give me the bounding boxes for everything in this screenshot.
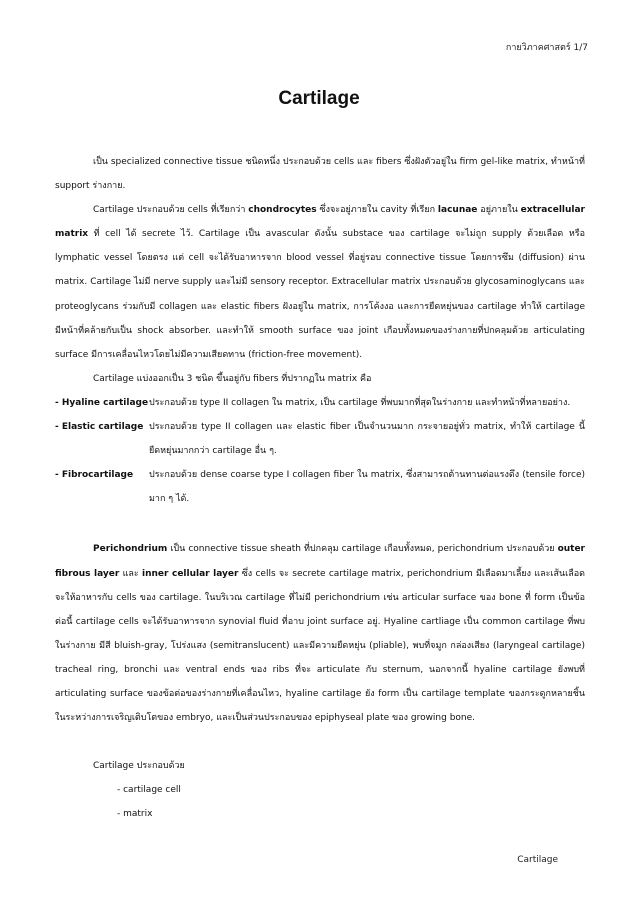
structure-paragraph: [55, 198, 585, 367]
term-lacunae: lacunae: [437, 205, 478, 216]
types-intro-paragraph: Cartilage แบ่งออกเป็น 3 ชนิด ขึ้นอยู่กับ fibers ที่ปรากฏใน matrix คือ: [93, 373, 372, 384]
perichondrium-paragraph: [55, 537, 585, 730]
type-row-hyaline: [55, 391, 585, 415]
text-run: และ: [119, 568, 143, 579]
text-run: ซึ่งจะอยู่ภายใน cavity ที่เรียก: [316, 205, 438, 216]
page-header-label: กายวิภาคศาสตร์ 1/7: [505, 43, 588, 53]
type-description: ประกอบด้วย type II collagen และ elastic fiber เป็นจำนวนมาก กระจายอยู่ทั่ว matrix, ทำให้ cartilage นี้ยืดหยุ่นมากกว่า cartilage อื่น ๆ.: [149, 422, 585, 457]
text-run: ซึ่ง cells จะ secrete cartilage matrix, perichondrium มีเลือดมาเลี้ยง และเส้นเลือดจะให้อาหารกับ cells ของ cartilage. ในบริเวณ cartilage ที่ไม่มี perichondrium เช่น articular surface ของ bone ที่ form เป็นข้อต่อนี้ cartilage cells จะได้รับอาหารจาก synovial fluid ที่อาบ joint surface อยู่. Hyaline cartliage เป็น common cartilage ที่พบในร่างกาย มีสี bluish-gray, โปร่งแสง (semitranslucent) และมีความยืดหยุ่น (pliable), พบที่จมูก กล่องเสียง (laryngeal cartilage) tracheal ring, bronchi และ ventral ends ของ ribs ที่จะ articulate กับ sternum, นอกจากนี้ hyaline cartilage ยังพบที่ articulating surface ของข้อต่อของร่างกายที่เคลื่อนไหว, hyaline cartilage ยัง form เป็น cartilage template ของกระดูกหลายชิ้นในระหว่างการเจริญเติบโตของ embryo, และเป็นส่วนประกอบของ epiphyseal plate ของ growing bone.: [55, 568, 585, 724]
text-run: เป็น connective tissue sheath ที่ปกคลุม cartilage เกือบทั้งหมด, perichondrium ประกอบด้วย: [167, 544, 558, 555]
type-term: - Elastic cartilage: [55, 422, 144, 433]
page-title: Cartilage: [278, 88, 360, 109]
text-run: Cartilage ประกอบด้วย cells ที่เรียกว่า: [93, 205, 249, 216]
type-term: - Fibrocartilage: [55, 470, 134, 481]
component-item: - matrix: [117, 809, 153, 820]
term-perichondrium: Perichondrium: [93, 544, 168, 555]
document-body: [55, 150, 585, 826]
term-chondrocytes: chondrocytes: [248, 205, 317, 216]
type-description: ประกอบด้วย dense coarse type I collagen fiber ใน matrix, ซึ่งสามารถต้านทานต่อแรงดึง (tensile force) มาก ๆ ได้.: [149, 470, 585, 505]
type-row-elastic: [55, 415, 585, 463]
text-run: ที่ cell ได้ secrete ไว้. Cartilage เป็น avascular ดังนั้น substace ของ cartilage จะไม่ถูก supply ด้วยเลือด หรือ lymphatic vessel โดยตรง แต่ cell จะได้รับอาหารจาก blood vessel ที่อยู่รอบ connective tissue โดยการซึม (diffusion) ผ่าน matrix. Cartilage ไม่มี nerve supply และไม่มี sensory receptor. Extracellular matrix ประกอบด้วย glycosaminoglycans และ proteoglycans ร่วมกับมี collagen และ elastic fibers ฝังอยู่ใน matrix, การโค้งงอ และการยืดหยุ่นของ cartilage ทำให้ cartilage มีหน้าที่คล้ายกับเป็น shock absorber. และทำให้ smooth surface ของ joint เกือบทั้งหมดของร่างกายที่ปกคลุมด้วย articulating surface มีการเคลื่อนไหวโดยไม่มีความเสียดทาน (friction-free movement).: [55, 229, 585, 360]
type-description: ประกอบด้วย type II collagen ใน matrix, เป็น cartilage ที่พบมากที่สุดในร่างกาย และทำหน้าที่หลายอย่าง.: [149, 397, 571, 408]
text-run: อยู่ภายใน: [477, 205, 521, 216]
type-term: - Hyaline cartilage: [55, 397, 149, 408]
intro-paragraph: เป็น specialized connective tissue ชนิดหนึ่ง ประกอบด้วย cells และ fibers ซึ่งฝังตัวอยู่ใน firm gel-like matrix, ทำหน้าที่ support ร่างกาย.: [55, 157, 585, 192]
components-heading: Cartilage ประกอบด้วย: [93, 761, 185, 772]
term-inner-cellular-layer: inner cellular layer: [142, 568, 239, 579]
term-outer-fibrous-layer: outer fibrous layer: [55, 544, 585, 579]
section-spacer: [55, 511, 585, 537]
page-footer-label: Cartilage: [517, 855, 558, 865]
term-extracellular-matrix: extracellular matrix: [55, 205, 585, 240]
component-item: - cartilage cell: [117, 785, 181, 796]
type-row-fibrocartilage: [55, 463, 585, 511]
